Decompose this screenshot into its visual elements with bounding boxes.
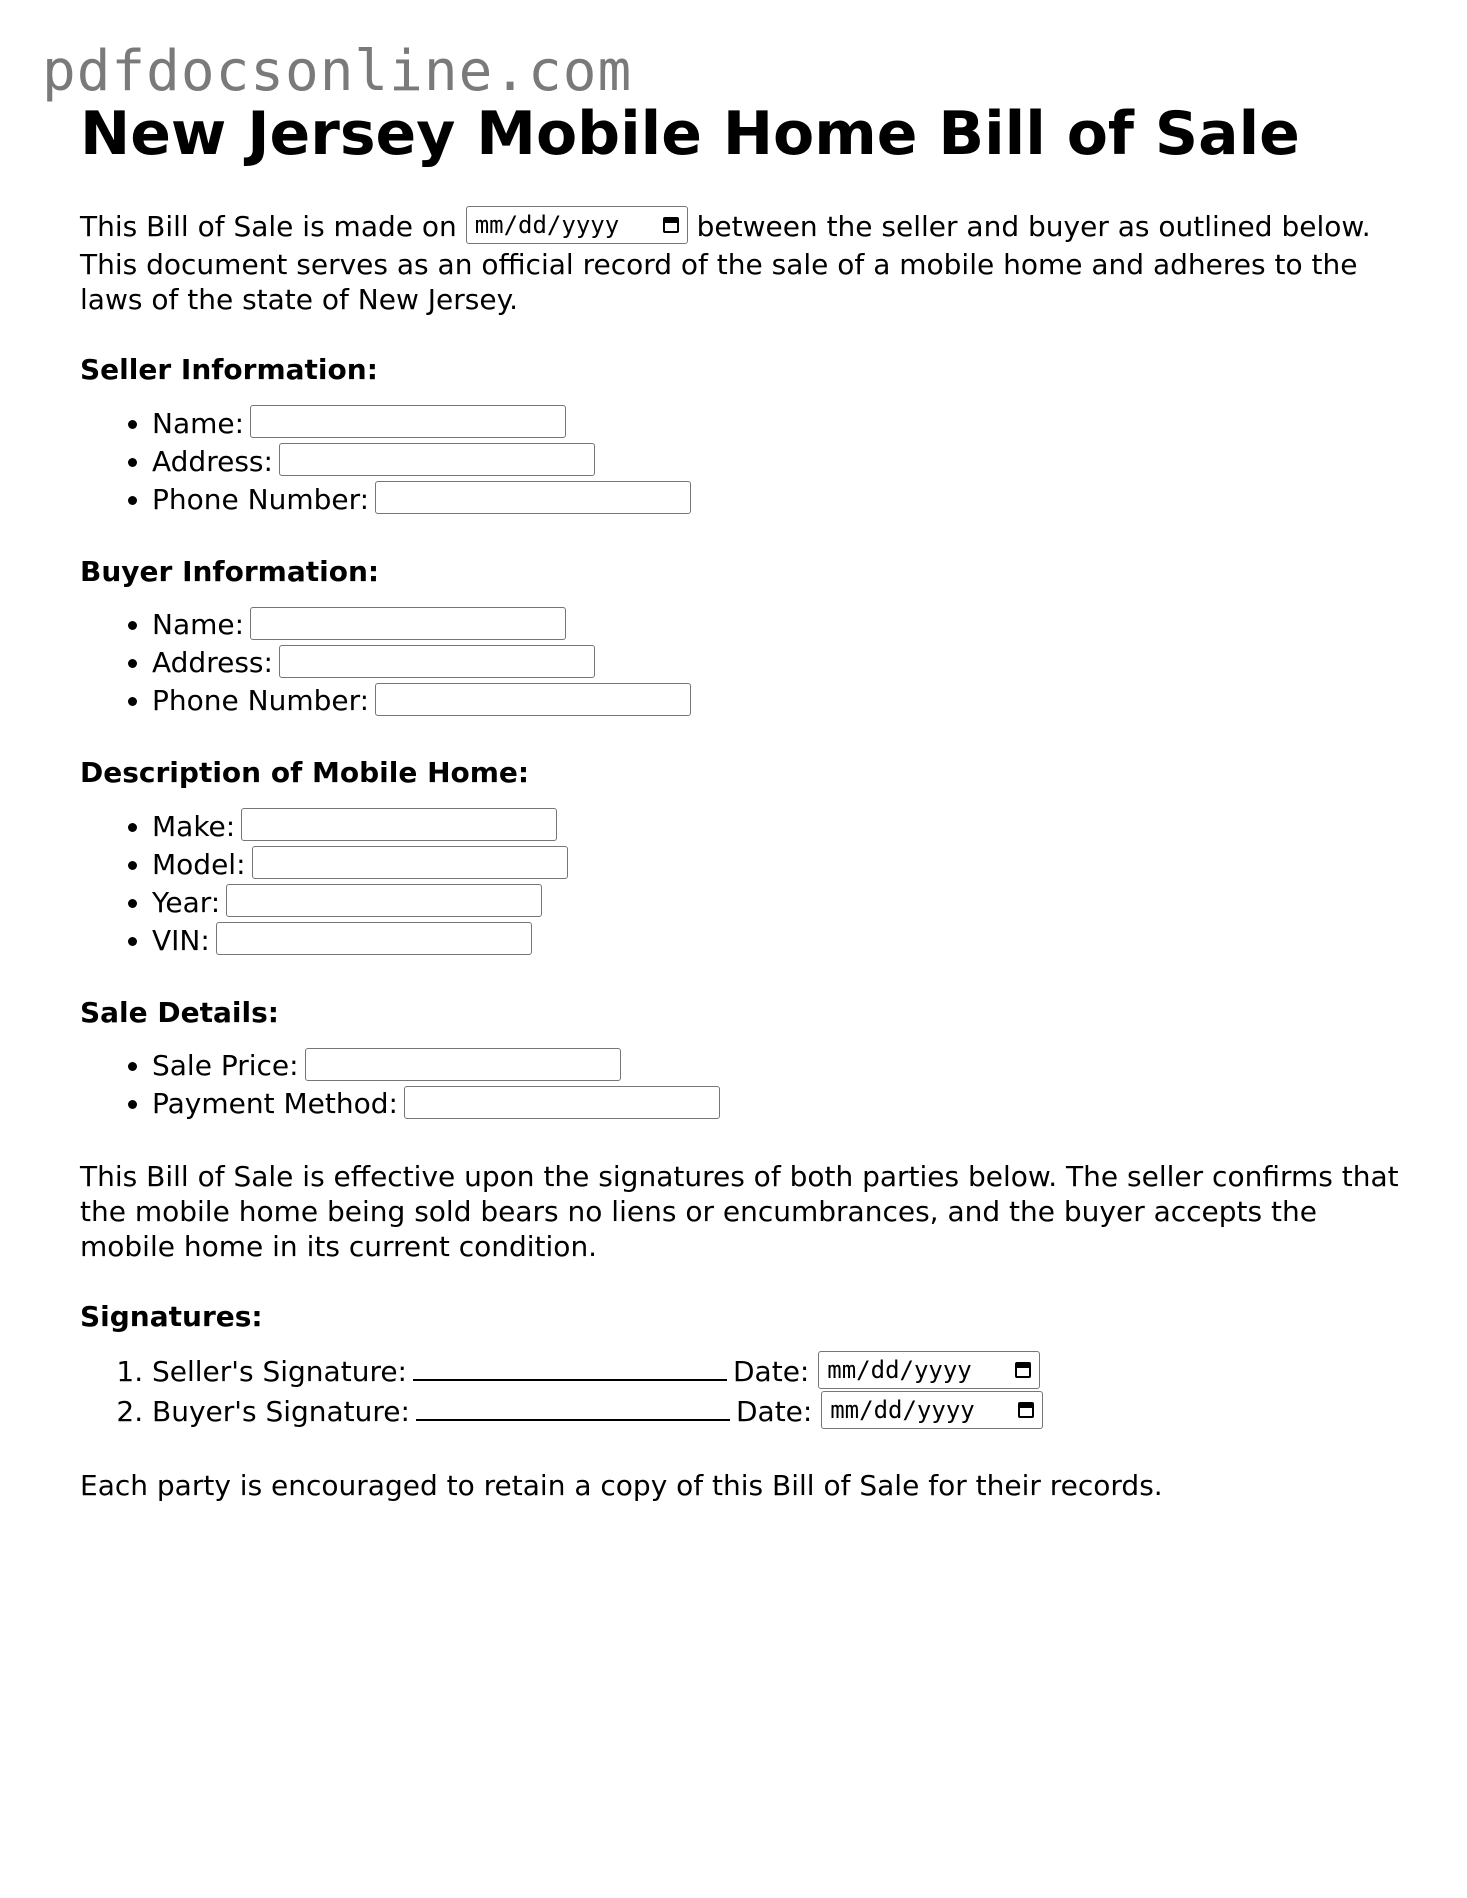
intro-text-end: between the seller and buyer as outlined below. This document serves as an official record of the sale of a mobile home and adheres to the laws of the state of New Jersey. [80, 210, 1371, 316]
list-item [152, 443, 1400, 481]
sale-price-input[interactable] [305, 1048, 621, 1081]
list-item [152, 682, 1400, 720]
year-input[interactable] [226, 884, 542, 917]
list-item [152, 808, 1400, 846]
list-item [152, 481, 1400, 519]
buyer-list [80, 606, 1400, 720]
vin-label: VIN: [152, 923, 210, 957]
watermark: pdfdocsonline.com [42, 39, 633, 104]
vin-input[interactable] [216, 922, 532, 955]
calendar-icon[interactable] [663, 217, 679, 233]
seller-name-input[interactable] [250, 405, 566, 438]
buyer-address-input[interactable] [279, 645, 595, 678]
seller-list [80, 405, 1400, 519]
buyer-name-label: Name: [152, 608, 245, 642]
seller-heading: Seller Information: [80, 353, 378, 386]
sale-heading: Sale Details: [80, 995, 279, 1029]
payment-method-input[interactable] [404, 1086, 720, 1119]
make-input[interactable] [241, 808, 557, 841]
model-label: Model: [152, 847, 246, 881]
sale-list [80, 1047, 1400, 1123]
buyer-signature-label: Buyer's Signature: [152, 1394, 410, 1428]
sale-date-input[interactable] [466, 206, 688, 244]
signatures-heading: Signatures: [80, 1300, 263, 1334]
buyer-phone-label: Phone Number: [152, 684, 370, 718]
sale-price-label: Sale Price: [152, 1049, 299, 1083]
list-item [152, 1047, 1400, 1085]
home-heading: Description of Mobile Home: [80, 756, 530, 790]
list-item [152, 846, 1400, 884]
model-input[interactable] [252, 846, 568, 879]
list-item [152, 1352, 1400, 1392]
seller-address-label: Address: [152, 444, 273, 478]
seller-phone-input[interactable] [375, 481, 691, 514]
list-item [152, 884, 1400, 922]
seller-date-placeholder: mm/dd/yyyy [827, 1355, 972, 1384]
effective-paragraph: This Bill of Sale is effective upon the signatures of both parties below. The seller confirms that the mobile home being sold bears no liens or encumbrances, and the buyer accepts the mobile home in its current condition. [80, 1160, 1399, 1264]
list-item [152, 1392, 1400, 1432]
seller-phone-label: Phone Number: [152, 482, 370, 516]
buyer-phone-input[interactable] [375, 683, 691, 716]
list-item [152, 405, 1400, 443]
document-body [80, 100, 1400, 1529]
list-item [152, 644, 1400, 682]
calendar-icon[interactable] [1018, 1402, 1034, 1418]
seller-signature-label: Seller's Signature: [152, 1354, 407, 1388]
list-item [152, 606, 1400, 644]
seller-date-label: Date: [733, 1354, 810, 1388]
buyer-date-placeholder: mm/dd/yyyy [830, 1395, 975, 1424]
seller-name-label: Name: [152, 406, 245, 440]
seller-signature-line[interactable] [413, 1353, 727, 1381]
year-label: Year: [152, 885, 221, 919]
list-item [152, 1085, 1400, 1123]
sale-date-placeholder: mm/dd/yyyy [474, 210, 620, 239]
intro-paragraph [80, 209, 1400, 317]
intro-text-start: This Bill of Sale is made on [80, 210, 457, 243]
buyer-name-input[interactable] [250, 607, 566, 640]
payment-method-label: Payment Method: [152, 1087, 398, 1121]
signatures-list [80, 1352, 1400, 1432]
buyer-address-label: Address: [152, 646, 273, 680]
buyer-heading: Buyer Information: [80, 554, 380, 588]
buyer-date-label: Date: [735, 1394, 813, 1428]
list-item [152, 922, 1400, 960]
buyer-signature-line[interactable] [416, 1393, 730, 1421]
seller-date-input[interactable] [818, 1351, 1040, 1389]
seller-address-input[interactable] [279, 443, 595, 476]
make-label: Make: [152, 809, 236, 843]
closing-paragraph: Each party is encouraged to retain a copy of this Bill of Sale for their records. [80, 1468, 1163, 1502]
buyer-date-input[interactable] [821, 1391, 1043, 1429]
home-list [80, 808, 1400, 960]
page-title: New Jersey Mobile Home Bill of Sale [80, 99, 1300, 169]
calendar-icon[interactable] [1015, 1362, 1031, 1378]
